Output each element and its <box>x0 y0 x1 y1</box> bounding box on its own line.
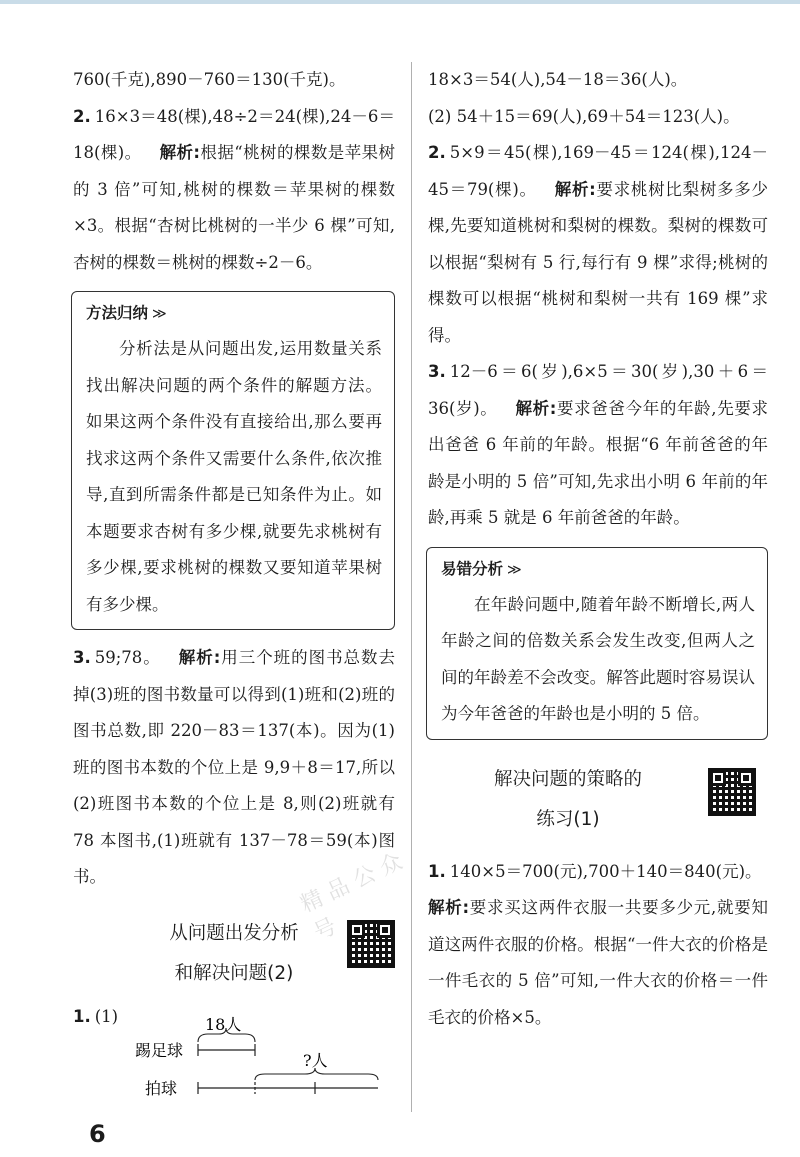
answer-text: 16×3＝48(棵),48÷2＝24(棵),24－6＝18(棵)。 <box>73 106 395 162</box>
analysis-label: 解析: <box>554 179 596 199</box>
label-ball-bounce: 拍球 <box>145 1078 178 1098</box>
label-football: 踢足球 <box>135 1040 184 1060</box>
top-border <box>0 0 800 4</box>
answer-text: 5×9＝45(棵),169－45＝124(棵),124－45＝79(棵)。 <box>428 143 768 199</box>
double-chevron-icon: ≫ <box>152 306 167 322</box>
label-18-people: 18人 <box>205 1014 242 1034</box>
right-paragraph-1: 18×3＝54(人),54－18＝36(人)。 <box>428 70 688 89</box>
line-segment-diagram <box>73 1014 395 1116</box>
double-chevron-icon: ≫ <box>507 561 522 578</box>
left-question-2 <box>73 99 395 282</box>
section-title-line-1: 从问题出发分析 <box>169 922 299 944</box>
box-title <box>86 296 382 331</box>
question-number: 1. <box>428 861 446 881</box>
section-title-line-2: 练习(1) <box>536 808 600 830</box>
right-question-2 <box>428 135 768 354</box>
right-exercise-1 <box>428 854 768 891</box>
label-unknown-people: ?人 <box>303 1050 328 1070</box>
answer-text: 140×5＝700(元),700＋140＝840(元)。 <box>449 861 762 881</box>
left-question-3 <box>73 640 395 896</box>
analysis-text: 要求买这两件衣服一共要多少元,就要知道这两件衣服的价格。根据“一件大衣的价格是一件毛衣的 5 倍”可知,一件大衣的价格＝一件毛衣的价格×5。 <box>428 898 768 1027</box>
right-paragraph-2: (2) 54＋15＝69(人),69＋54＝123(人)。 <box>428 106 740 126</box>
section-title-line-2: 和解决问题(2) <box>174 962 294 984</box>
box-text: 分析法是从问题出发,运用数量关系找出解决问题的两个条件的解题方法。如果这两个条件没有直接给出,那么要再找求这两个条件又需要什么条件,依次推导,直到所需条件都是已知条件为止。如本题要求杏树有多少棵,就要先求桃树有多少棵,要求桃树的棵数又要知道苹果树有多少棵。 <box>86 339 382 614</box>
method-summary-box <box>71 291 395 630</box>
analysis-text: 要求爸爸今年的年龄,先要求出爸爸 6 年前的年龄。根据“6 年前爸爸的年龄是小明的 5 倍”可知,先求出小明 6 年前的年龄,再乘 5 就是 6 年前爸爸的年龄。 <box>428 398 768 527</box>
watermark: 精 品 公 众 号 <box>296 849 407 946</box>
box-text: 在年龄问题中,随着年龄不断增长,两人年龄之间的倍数关系会发生改变,但两人之间的年龄差不会改变。解答此题时容易误认为今年爸爸的年龄也是小明的 5 倍。 <box>441 594 755 723</box>
box-title-text: 方法归纳 <box>86 304 149 322</box>
right-question-3 <box>428 354 768 537</box>
left-paragraph-1: 760(千克),890－760＝130(千克)。 <box>73 70 346 89</box>
analysis-text: 根据“桃树的棵数是苹果树的 3 倍”可知,桃树的棵数＝苹果树的棵数×3。根据“杏树比桃树的一半少 6 棵”可知,杏树的棵数＝桃树的棵数÷2－6。 <box>73 143 396 272</box>
right-exercise-1-analysis <box>428 890 768 1036</box>
error-analysis-box <box>426 547 768 740</box>
analysis-label: 解析: <box>178 648 221 667</box>
question-number: 3. <box>428 362 446 381</box>
sub-question-label: (1) <box>94 1006 119 1026</box>
answer-text: 12－6＝6(岁),6×5＝30(岁),30＋6＝36(岁)。 <box>428 362 768 418</box>
question-number: 2. <box>73 106 91 126</box>
answer-text: 59;78。 <box>94 648 161 667</box>
box-title <box>441 552 755 587</box>
section-title-right <box>428 760 708 840</box>
section-title-line-1: 解决问题的策略的 <box>493 768 642 790</box>
analysis-text: 要求桃树比梨树多多少棵,先要知道桃树和梨树的棵数。梨树的棵数可以根据“梨树有 5 行,每行有 9 棵”求得;桃树的棵数可以根据“桃树和梨树一共有 169 棵”求得。 <box>428 179 768 345</box>
question-number: 1. <box>73 1006 91 1026</box>
question-number: 2. <box>428 143 446 162</box>
analysis-text: 用三个班的图书总数去掉(3)班的图书数量可以得到(1)班和(2)班的图书总数,即 220－83＝137(本)。因为(1)班的图书本数的个位上是 9,9＋8＝17,所以(2)班图书本数的个位上是 8,则(2)班就有 78 本图书,(1)班就有 137－78＝59(本)图书。 <box>73 648 395 886</box>
right-column <box>428 62 768 1036</box>
page-number: 6 <box>89 1120 106 1148</box>
analysis-label: 解析: <box>428 898 470 917</box>
question-number: 3. <box>73 648 91 667</box>
analysis-label: 解析: <box>515 398 557 418</box>
diagram-question-1 <box>73 1002 395 1116</box>
qr-code-icon[interactable] <box>710 770 754 814</box>
segment-diagram-svg <box>73 1014 393 1116</box>
analysis-label: 解析: <box>159 143 201 162</box>
box-title-text: 易错分析 <box>441 559 504 578</box>
